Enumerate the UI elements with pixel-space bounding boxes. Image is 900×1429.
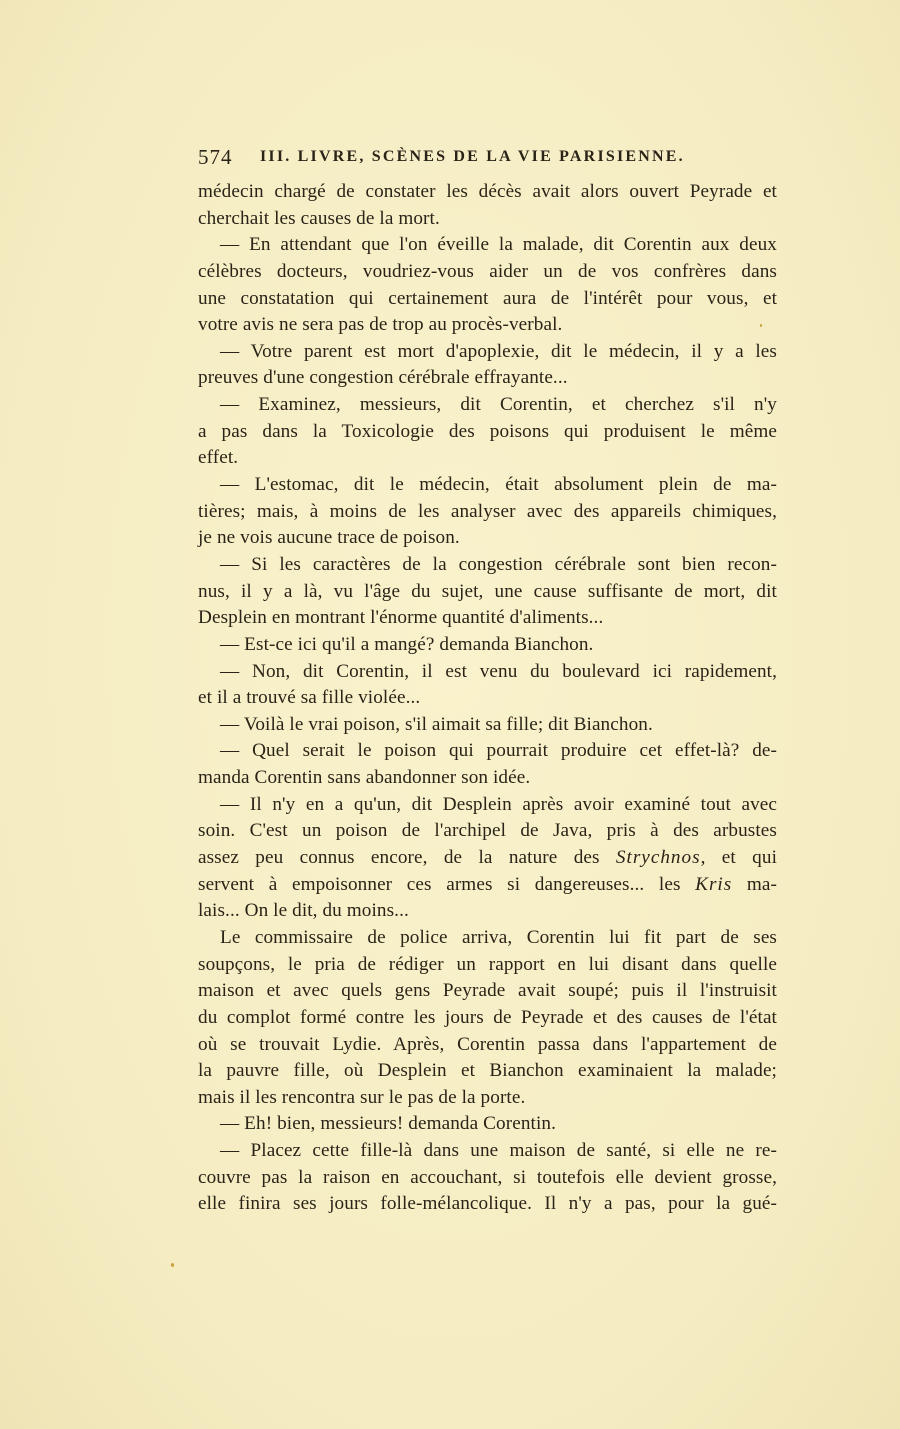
text-segment: — Voilà le vrai poison, s'il aimait sa fille; dit Bianchon. [220, 713, 653, 735]
text-line [198, 925, 777, 952]
text-segment: la pauvre fille, où Desplein et Bianchon examinaient la malade; [198, 1060, 777, 1082]
body-text [198, 179, 777, 1218]
text-segment: lais... On le dit, du moins... [198, 900, 409, 922]
text-segment: servent à empoisonner ces armes si dangereuses... les [198, 873, 696, 895]
text-line [198, 872, 777, 899]
text-segment: assez peu connus encore, de la nature des [198, 847, 616, 869]
text-segment: mais il les rencontra sur le pas de la porte. [198, 1086, 526, 1108]
text-segment: une constatation qui certainement aura de l'intérêt pour vous, et [198, 287, 777, 309]
text-segment: elle finira ses jours folle-mélancolique. Il n'y a pas, pour la gué- [198, 1193, 777, 1215]
text-segment: nus, il y a là, vu l'âge du sujet, une cause suffisante de mort, dit [198, 580, 777, 602]
text-line [198, 605, 777, 632]
text-line [198, 1005, 777, 1032]
text-line [198, 259, 777, 286]
text-line [198, 1138, 777, 1165]
text-line [198, 818, 777, 845]
text-segment: — Il n'y en a qu'un, dit Desplein après avoir examiné tout avec [220, 793, 777, 815]
text-line [198, 1032, 777, 1059]
running-head: III. LIVRE, SCÈNES DE LA VIE PARISIENNE. [260, 148, 685, 165]
text-line [198, 579, 777, 606]
text-line [198, 365, 777, 392]
text-line [198, 1165, 777, 1192]
text-segment: effet. [198, 447, 239, 469]
text-line [198, 978, 777, 1005]
text-segment: et il a trouvé sa fille violée... [198, 687, 421, 709]
text-segment: du complot formé contre les jours de Peyrade et des causes de l'état [198, 1006, 777, 1028]
text-segment: a pas dans la Toxicologie des poisons qui produisent le même [198, 420, 777, 442]
text-segment: ma- [732, 873, 777, 895]
text-line [198, 552, 777, 579]
text-line [198, 898, 777, 925]
text-segment: — Placez cette fille-là dans une maison de santé, si elle ne re- [220, 1140, 777, 1162]
text-segment: médecin chargé de constater les décès avait alors ouvert Peyrade et [198, 181, 777, 202]
text-segment: — Est-ce ici qu'il a mangé? demanda Bianchon. [220, 633, 594, 655]
text-line [198, 765, 777, 792]
text-segment: je ne vois aucune trace de poison. [198, 527, 460, 549]
text-line [198, 286, 777, 313]
text-line [198, 792, 777, 819]
text-segment: votre avis ne sera pas de trop au procès-verbal. [198, 314, 563, 336]
text-segment: — Non, dit Corentin, il est venu du boulevard ici rapidement, [220, 660, 777, 682]
text-segment: soin. C'est un poison de l'archipel de Java, pris à des arbustes [198, 820, 777, 842]
text-line [198, 339, 777, 366]
text-line [198, 312, 777, 339]
text-segment: couvre pas la raison en accouchant, si toutefois elle devient grosse, [198, 1166, 777, 1188]
text-segment: — En attendant que l'on éveille la malade, dit Corentin aux deux [220, 234, 777, 256]
text-segment: où se trouvait Lydie. Après, Corentin passa dans l'appartement de [198, 1033, 777, 1055]
text-line [198, 392, 777, 419]
text-segment: — Si les caractères de la congestion cérébrale sont bien recon- [220, 553, 777, 575]
page-number: 574 [198, 145, 233, 169]
text-segment: , et qui [700, 847, 777, 869]
text-segment: — Eh! bien, messieurs! demanda Corentin. [220, 1113, 556, 1135]
text-line [198, 712, 777, 739]
text-line [198, 1085, 777, 1112]
text-segment: Desplein en montrant l'énorme quantité d'aliments... [198, 607, 604, 629]
text-segment: — Votre parent est mort d'apoplexie, dit le médecin, il y a les [220, 340, 777, 362]
page-header [198, 145, 778, 171]
text-line [198, 445, 777, 472]
text-line [198, 1111, 777, 1138]
text-segment: célèbres docteurs, voudriez-vous aider un de vos confrères dans [198, 260, 777, 282]
text-line [198, 206, 777, 233]
text-line [198, 685, 777, 712]
text-segment: manda Corentin sans abandonner son idée. [198, 767, 531, 789]
text-line [198, 525, 777, 552]
text-line [198, 952, 777, 979]
text-line [198, 232, 777, 259]
italic-term: Kris [695, 873, 733, 895]
paper-speck [171, 1263, 174, 1267]
text-segment: maison et avec quels gens Peyrade avait soupé; puis il l'instruisit [198, 980, 777, 1002]
text-line [198, 1058, 777, 1085]
text-line [198, 499, 777, 526]
text-segment: — Quel serait le poison qui pourrait produire cet effet-là? de- [220, 740, 777, 762]
text-line [198, 419, 777, 446]
text-line [198, 738, 777, 765]
italic-term: Strychnos [615, 847, 701, 869]
text-segment: tières; mais, à moins de les analyser avec des appareils chimiques, [198, 500, 777, 522]
text-segment: — L'estomac, dit le médecin, était absolument plein de ma- [220, 474, 777, 496]
text-line [198, 632, 777, 659]
text-segment: soupçons, le pria de rédiger un rapport en lui disant dans quelle [198, 953, 777, 975]
text-line [198, 845, 777, 872]
text-line [198, 659, 777, 686]
text-segment: Le commissaire de police arriva, Corentin lui fit part de ses [220, 926, 777, 948]
text-line [198, 1191, 777, 1218]
paper-speck [760, 324, 762, 327]
text-line [198, 472, 777, 499]
text-segment: cherchait les causes de la mort. [198, 207, 440, 229]
text-segment: — Examinez, messieurs, dit Corentin, et cherchez s'il n'y [220, 394, 777, 416]
text-line [198, 179, 777, 206]
text-segment: preuves d'une congestion cérébrale effrayante... [198, 367, 568, 389]
